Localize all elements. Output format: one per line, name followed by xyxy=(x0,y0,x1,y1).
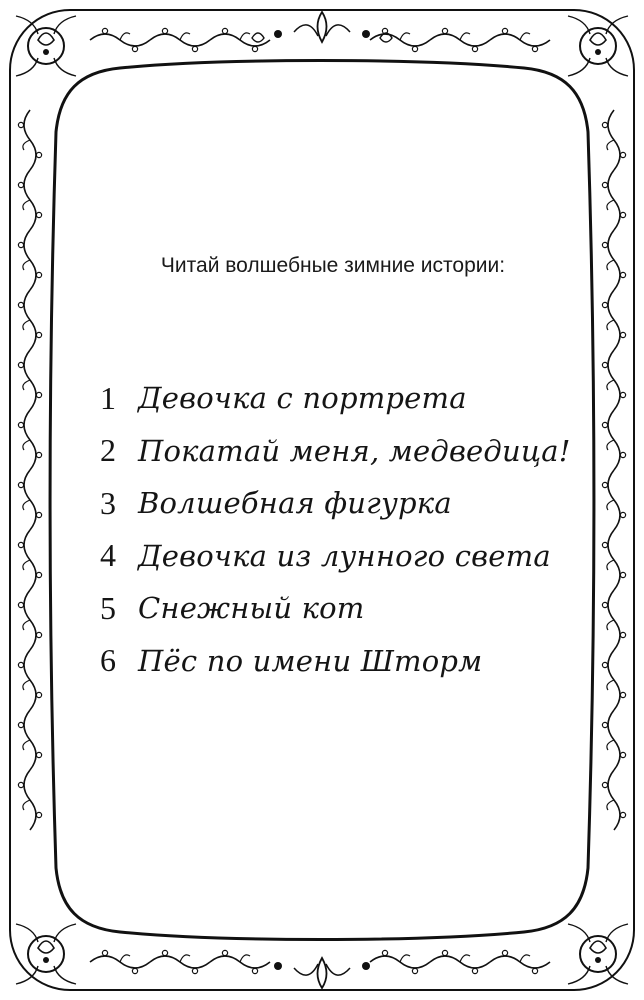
toc-title: Девочка с портрета xyxy=(138,381,467,416)
toc-number: 5 xyxy=(100,589,116,626)
toc-title: Покатай меня, медведица! xyxy=(138,433,571,468)
toc-title: Пёс по имени Шторм xyxy=(138,643,483,678)
toc-number: 6 xyxy=(100,642,116,679)
toc-intro: Читай волшебные зимние истории: xyxy=(160,254,506,277)
toc-number: 3 xyxy=(100,484,116,521)
toc-title: Волшебная фигурка xyxy=(138,486,452,521)
toc-item-6[interactable] xyxy=(100,635,580,688)
toc-title: Снежный кот xyxy=(138,591,365,626)
toc-number: 2 xyxy=(100,432,116,469)
toc-item-1[interactable] xyxy=(100,372,580,425)
toc-item-2[interactable] xyxy=(100,425,580,478)
toc-number: 4 xyxy=(100,537,116,574)
toc-title: Девочка из лунного света xyxy=(138,538,551,573)
toc-item-3[interactable] xyxy=(100,477,580,530)
toc-number: 1 xyxy=(100,379,116,416)
table-of-contents xyxy=(100,372,580,687)
toc-item-5[interactable] xyxy=(100,582,580,635)
toc-item-4[interactable] xyxy=(100,530,580,583)
